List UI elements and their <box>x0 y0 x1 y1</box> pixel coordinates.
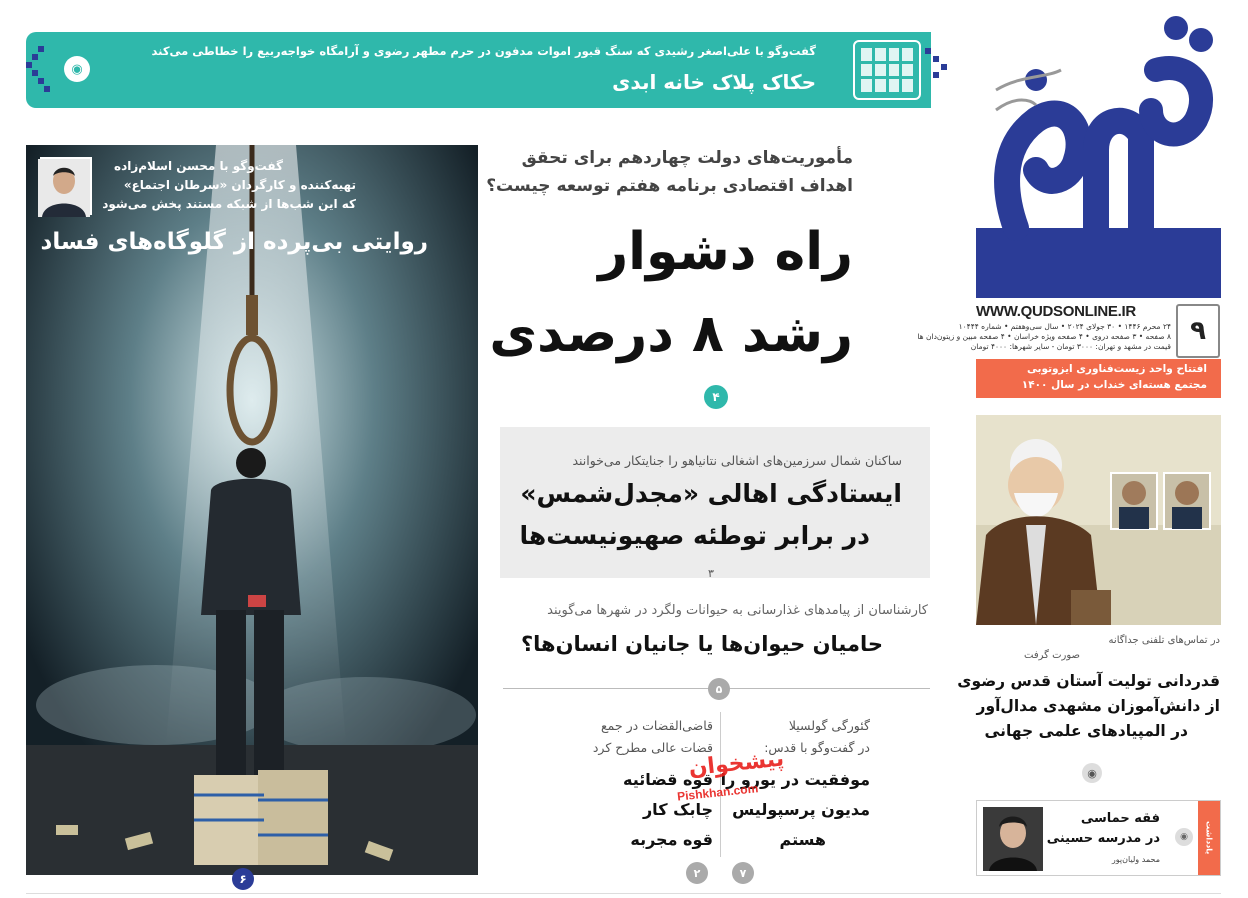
banner-page-icon: ◉ <box>64 56 90 82</box>
issue-info <box>917 322 1171 352</box>
pishkhan-watermark <box>673 746 789 817</box>
story4-kicker: در گفت‌وگو با قدس: <box>764 740 870 755</box>
watermark-en: Pishkhan.com <box>676 781 759 804</box>
column-tag: یادداشت <box>1198 801 1220 875</box>
photo-story-headline[interactable]: از دانش‌آموزان مشهدی مدال‌آور <box>976 697 1220 715</box>
grey-story-headline[interactable]: ایستادگی اهالی «مجدل‌شمس» <box>520 479 902 508</box>
issue-line: ۸ صفحه • ۳ صفحه دروی • ۴ صفحه ویژه خراسان • ۴ صفحه مبین و زیتون‌دان ها <box>917 332 1171 341</box>
story5-kicker: قضات عالی مطرح کرد <box>592 740 713 755</box>
column-title[interactable]: در مدرسه حسینی <box>1046 831 1160 846</box>
page-marker-icon: ◉ <box>1082 763 1102 783</box>
grey-story-page-number: ۳ <box>708 567 714 580</box>
banner-pattern-icon <box>26 42 50 98</box>
interviewee-photo <box>40 157 92 215</box>
column-title[interactable]: فقه حماسی <box>1080 811 1160 826</box>
story3-headline[interactable]: حامیان حیوان‌ها یا جانیان انسان‌ها؟ <box>520 632 883 656</box>
feature-kicker: گفت‌وگو با محسن اسلام‌زاده <box>114 159 283 173</box>
story5-page-number: ۲ <box>686 862 708 884</box>
orange-news-strip[interactable] <box>976 359 1221 398</box>
lead-headline[interactable]: رشد ۸ درصدی <box>489 304 853 364</box>
story4-headline[interactable]: مدیون پرسپولیس <box>732 800 870 819</box>
photo-story-headline[interactable]: قدردانی تولیت آستان قدس رضوی <box>957 672 1220 690</box>
story5-headline[interactable]: قوه قضائیه <box>622 770 713 789</box>
grey-story-box[interactable] <box>500 427 930 578</box>
feature-image[interactable] <box>26 145 478 875</box>
feature-headline[interactable]: روایتی بی‌پرده از گلوگاه‌های فساد <box>40 229 428 255</box>
banner-pattern-right-icon <box>925 48 955 88</box>
issue-line: ۲۴ محرم ۱۴۴۶ • ۳۰ جولای ۲۰۲۴ • سال سی‌وهفتم • شماره ۱۰۴۴۴ <box>958 322 1171 331</box>
lead-kicker: اهداف اقتصادی برنامه هفتم توسعه چیست؟ <box>486 176 853 196</box>
story4-headline[interactable]: موفقیت در یورو را <box>720 770 870 789</box>
feature-kicker: تهیه‌کننده و کارگردان «سرطان اجتماع» <box>123 178 356 192</box>
grey-story-kicker: ساکنان شمال سرزمین‌های اشغالی نتانیاهو را جنایتکار می‌خوانند <box>572 453 902 468</box>
feature-kicker: که این شب‌ها از شبکه مستند پخش می‌شود <box>102 197 356 211</box>
story5-kicker: قاضی‌القضات در جمع <box>601 718 713 733</box>
column-author: محمد ولیان‌پور <box>1111 855 1160 864</box>
issue-line: قیمت در مشهد و تهران: ۳۰۰۰ تومان - سایر شهرها: ۴۰۰۰ تومان <box>970 342 1171 351</box>
orange-strip-line: افتتاح واحد زیست‌فناوری ایزوتوبی <box>1026 363 1207 375</box>
story3-kicker: کارشناسان از پیامدهای غذارسانی به حیوانات ولگرد در شهرها می‌گویند <box>547 603 928 618</box>
photo-caption: در تماس‌های تلفنی جداگانه <box>1108 635 1220 646</box>
column-box[interactable] <box>976 800 1221 876</box>
photo-caption: صورت گرفت <box>1024 650 1080 661</box>
watermark-fa: پیشخوان <box>687 746 786 782</box>
lead-headline[interactable]: راه دشوار <box>598 222 853 282</box>
story5-headline[interactable]: قوه مجربه <box>630 830 713 849</box>
story4-page-number: ۷ <box>732 862 754 884</box>
feature-page-number: ۶ <box>232 868 254 890</box>
cleric-with-students-photo[interactable] <box>976 415 1221 625</box>
banner-title[interactable]: حکاک پلاک خانه ابدی <box>612 70 816 94</box>
lead-page-number: ۴ <box>704 385 728 409</box>
quds-logo[interactable] <box>976 0 1221 298</box>
grey-story-headline[interactable]: در برابر توطئه صهیونیست‌ها <box>519 521 870 550</box>
story4-kicker: گئورگی گولسیلا <box>788 718 870 733</box>
story5-headline[interactable]: چابک کار <box>642 800 713 819</box>
top-banner[interactable] <box>26 32 931 108</box>
banner-subtitle: گفت‌وگو با علی‌اصغر رشیدی که سنگ قبور اموات مدفون در حرم مطهر رضوی و آرامگاه خواجه‌ربیع را خطاطی می‌کند <box>151 44 816 58</box>
interviewee-portrait <box>38 159 90 217</box>
site-url[interactable]: WWW.QUDSONLINE.IR <box>976 303 1136 320</box>
lead-kicker: مأموریت‌های دولت چهاردهم برای تحقق <box>521 148 853 168</box>
issue-number-box: ۹ <box>1176 304 1220 358</box>
quds-mark-icon: ◉ <box>1175 828 1193 846</box>
photo-story-headline[interactable]: در المپیادهای علمی جهانی <box>984 722 1188 740</box>
story3-page-number: ۵ <box>708 678 730 700</box>
bottom-rule <box>26 893 1221 894</box>
orange-strip-line: مجتمع هسته‌ای خنداب در سال ۱۴۰۰ <box>1021 379 1207 391</box>
calligraphy-emblem-icon <box>853 40 921 100</box>
story4-headline[interactable]: هستم <box>779 830 826 849</box>
author-photo <box>983 807 1043 871</box>
